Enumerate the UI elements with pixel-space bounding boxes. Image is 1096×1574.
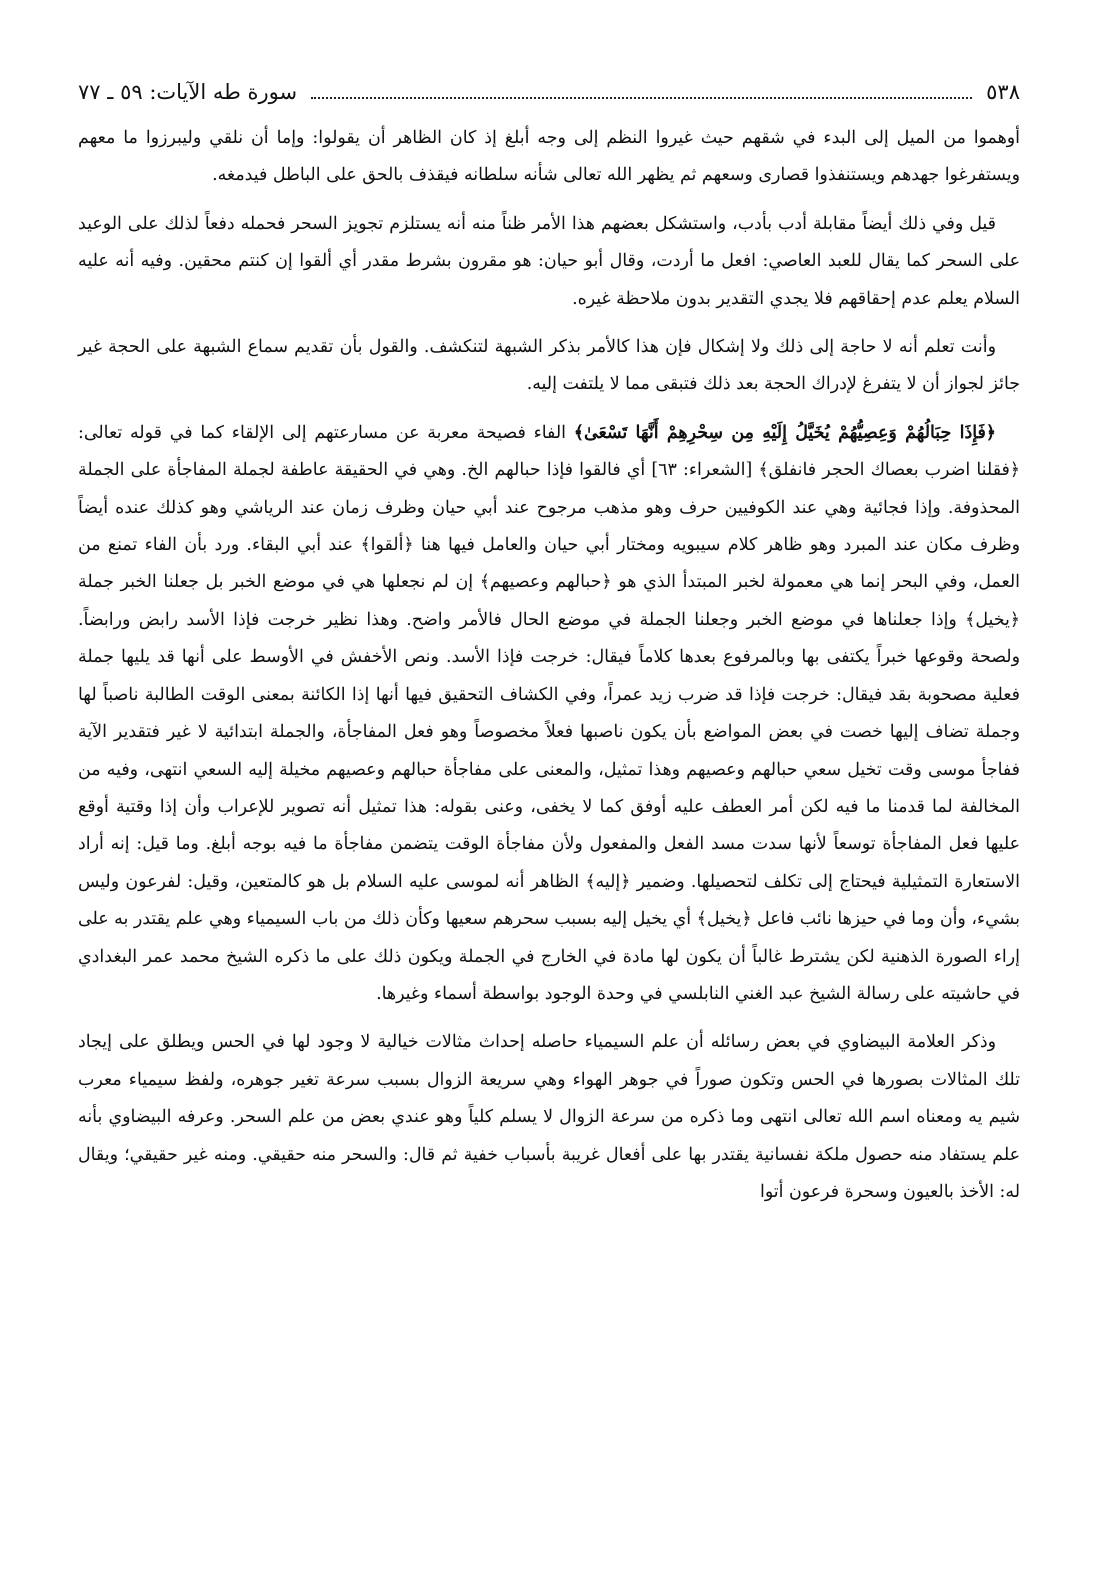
paragraph	[78, 206, 1020, 318]
surah-verse-range: سورة طه الآيات: ٥٩ ـ ٧٧	[78, 80, 298, 104]
commentary-paragraph	[78, 415, 1020, 1014]
paragraph-text: قيل وفي ذلك أيضاً مقابلة أدب بأدب، واستشكل بعضهم هذا الأمر ظناً منه أنه يستلزم تجويز السحر فحمله دفعاً لذلك على الوعيد على السحر كما يقال للعبد العاصي: افعل ما أردت، وقال أبو حيان: هو مقرون بشرط مقدر أي ألقوا إن كنتم محقين. وفيه أنه عليه السلام يعلم عدم إحقاقهم فلا يجدي التقدير بدون ملاحظة غيره.	[78, 213, 1020, 309]
paragraph	[78, 329, 1020, 404]
running-header	[78, 80, 1020, 114]
book-page	[78, 80, 1020, 1211]
page-number: ٥٣٨	[986, 80, 1020, 104]
quran-verse: ﴿فَإِذَا حِبَالُهُمْ وَعِصِيُّهُمْ يُخَيَّلُ إِلَيْهِ مِن سِحْرِهِمْ أَنَّهَا تَسْعَىٰ﴾	[573, 422, 996, 443]
dotted-leader	[311, 96, 972, 99]
paragraph-text: الفاء فصيحة معربة عن مسارعتهم إلى الإلقاء كما في قوله تعالى: ﴿فقلنا اضرب بعصاك الحجر فانفلق﴾ [الشعراء: ٦٣] أي فالقوا فإذا حبالهم الخ. وهي في الحقيقة عاطفة لجملة المفاجأة على الجملة المحذوفة. وإذا فجائية وهي عند الكوفيين حرف وهو مذهب مرجوح عند أبي حيان وظرف زمان عند الرياشي وهو كذلك عنده أيضاً وظرف مكان عند المبرد وهو ظاهر كلام سيبويه ومختار أبي حيان والعامل فيها هنا ﴿ألقوا﴾ عند أبي البقاء. ورد بأن الفاء تمنع من العمل، وفي البحر إنما هي معمولة لخبر المبتدأ الذي هو ﴿حبالهم وعصيهم﴾ إن لم نجعلها هي في موضع الخبر بل جعلنا الخبر جملة ﴿يخيل﴾ وإذا جعلناها في موضع الخبر وجعلنا الجملة في موضع الحال فالأمر واضح. وهذا نظير خرجت فإذا الأسد رابض ورابضاً. ولصحة وقوعها خبراً يكتفى بها وبالمرفوع بعدها كلاماً فيقال: خرجت فإذا الأسد. ونص الأخفش في الأوسط على أنها قد يليها جملة فعلية مصحوبة بقد فيقال: خرجت فإذا قد ضرب زيد عمراً، وفي الكشاف التحقيق فيها أنها إذا الكائنة بمعنى الوقت الطالبة ناصباً لها وجملة تضاف إليها خصت في بعض المواضع بأن يكون ناصبها فعلاً مخصوصاً وهو فعل المفاجأة، والجملة ابتدائية لا غير فتقدير الآية ففاجأ موسى وقت تخيل سعي حبالهم وعصيهم وهذا تمثيل، والمعنى على مفاجأة حبالهم وعصيهم مخيلة إليه السعي انتهى، وفيه من المخالفة لما قدمنا ما فيه لكن أمر العطف عليه أوفق كما لا يخفى، وعنى بقوله: هذا تمثيل أنه تصوير للإعراب وأن إذا وقتية أوقع عليها فعل المفاجأة توسعاً لأنها سدت مسد الفعل والمفعول ولأن مفاجأة الوقت يتضمن مفاجأة ما فيه بوجه أبلغ. وما قيل: إنه أراد الاستعارة التمثيلية فيحتاج إلى تكلف لتحصيلها. وضمير ﴿إليه﴾ الظاهر أنه لموسى عليه السلام بل هو كالمتعين، وقيل: لفرعون وليس بشيء، وأن وما في حيزها نائب فاعل ﴿يخيل﴾ أي يخيل إليه بسبب سحرهم سعيها وكأن ذلك من باب السيمياء وهي علم يقتدر به على إراء الصورة الذهنية لكن يشترط غالباً أن يكون لها مادة في الخارج في الجملة ويكون ذلك على ما ذكره الشيخ محمد عمر البغدادي في حاشيته على رسالة الشيخ عبد الغني النابلسي في وحدة الوجود بواسطة أسماء وغيرها.	[78, 422, 1020, 1004]
paragraph-text: وذكر العلامة البيضاوي في بعض رسائله أن علم السيمياء حاصله إحداث مثالات خيالية لا وجود لها في الحس ويطلق على إيجاد تلك المثالات بصورها في الحس وتكون صوراً في جوهر الهواء وهي سريعة الزوال بسبب سرعة تغير جوهره، ولفظ سيمياء معرب شيم يه ومعناه اسم الله تعالى انتهى وما ذكره من سرعة الزوال لا يسلم كلياً وهو عندي بعض من علم السحر. وعرفه البيضاوي بأنه علم يستفاد منه حصول ملكة نفسانية يقتدر بها على أفعال غريبة بأسباب خفية ثم قال: والسحر منه حقيقي. ومنه غير حقيقي؛ ويقال له: الأخذ بالعيون وسحرة فرعون أتوا	[78, 1032, 1020, 1202]
paragraph	[78, 1024, 1020, 1211]
paragraph-text: أوهموا من الميل إلى البدء في شقهم حيث غيروا النظم إلى وجه أبلغ إذ كان الظاهر أن يقولوا: وإما أن نلقي وليبرزوا ما معهم ويستفرغوا جهدهم ويستنفذوا قصارى وسعهم ثم يظهر الله تعالى شأنه سلطانه فيقذف بالحق على الباطل فيدمغه.	[78, 128, 1020, 186]
paragraph	[78, 120, 1020, 195]
paragraph-text: وأنت تعلم أنه لا حاجة إلى ذلك ولا إشكال فإن هذا كالأمر بذكر الشبهة لتنكشف. والقول بأن تقديم سماع الشبهة على الحجة غير جائز لجواز أن لا يتفرغ لإدراك الحجة بعد ذلك فتبقى مما لا يلتفت إليه.	[78, 337, 1020, 395]
